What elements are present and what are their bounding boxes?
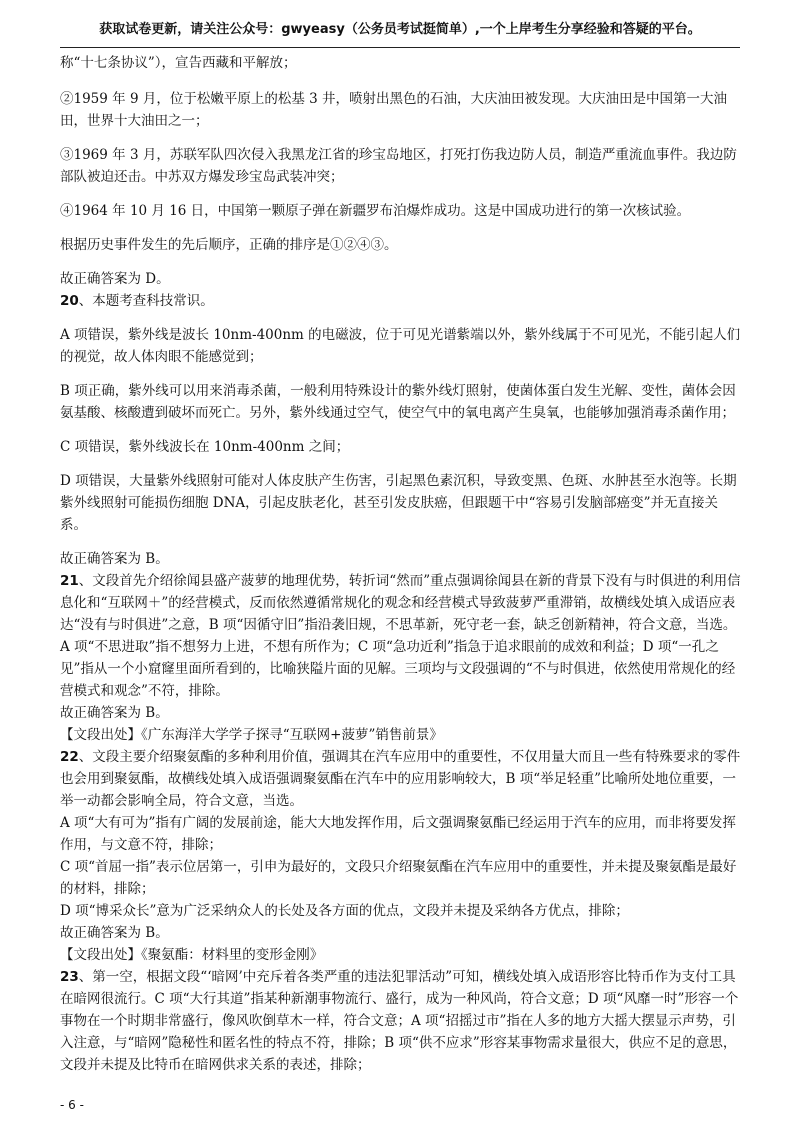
q21-body xyxy=(60,570,744,636)
q19-answer: 故正确答案为 D。 xyxy=(60,271,170,287)
q23-text: 、第一空，根据文段“‘暗网’中充斥着各类严重的违法犯罪活动”可知，横线处填入成语形容比特币作为支付工具在暗网很流行。C 项“大行其道”指某种新潮事物流行、盛行，成为一种风尚，符合文意；D 项“风靡一时”形容一个事物在一个时期非常盛行，像风吹倒草木一样，符合文意；A 项“招摇过市”指在人多的地方大摇大摆显示声势，引入注意，与“暗网”隐秘性和匿名性的特点不符，排除；B 项“供不应求”形容某事物需求量很大，供应不足的意思，文段并未提及比特币在暗网供求关系的表述，排除； xyxy=(60,969,739,1073)
q20-option-a: A 项错误，紫外线是波长 10nm-400nm 的电磁波，位于可见光谱紫端以外，紫外线属于不可见光，不能引起人们的视觉，故人体肉眼不能感觉到； xyxy=(60,327,741,365)
q22-option-c: C 项“首屈一指”表示位居第一，引申为最好的，文段只介绍聚氨酯在汽车应用中的重要性，并未提及聚氨酯是最好的材料，排除； xyxy=(60,859,737,897)
q21-number: 21 xyxy=(60,573,79,589)
page-number: - 6 - xyxy=(60,1098,84,1112)
q19-item-3: ③1969 年 3 月，苏联军队四次侵入我黑龙江省的珍宝岛地区，打死打伤我边防人员，制造严重流血事件。我边防部队被迫还击。中苏双方爆发珍宝岛武装冲突； xyxy=(60,147,737,185)
q22-answer: 故正确答案为 B。 xyxy=(60,925,169,941)
q19-order: 根据历史事件发生的先后顺序，正确的排序是①②④③。 xyxy=(60,237,398,253)
q22-option-d: D 项“博采众长”意为广泛采纳众人的长处及各方面的优点，文段并未提及采纳各方优点，排除； xyxy=(60,903,629,919)
q21-text: 、文段首先介绍徐闻县盛产菠萝的地理优势，转折词“然而”重点强调徐闻县在新的背景下没有与时俱进的利用信息化和“互联网＋”的经营模式，反而依然遵循常规化的观念和经营模式导致菠萝严重滞销，故横线处填入成语应表达“没有与时俱进”之意，B 项“因循守旧”指沿袭旧规，不思革新，死守老一套，缺乏创新精神，符合文意，当选。 xyxy=(60,573,741,633)
document-body xyxy=(60,52,744,1076)
q19-continuation: 称“十七条协议”），宣告西藏和平解放； xyxy=(60,55,297,71)
q22-source: 【文段出处】《聚氨酯：材料里的变形金刚》 xyxy=(60,947,324,963)
q20-answer: 故正确答案为 B。 xyxy=(60,551,169,567)
q20-option-b: B 项正确，紫外线可以用来消毒杀菌，一般利用特殊设计的紫外线灯照射，使菌体蛋白发生光解、变性，菌体会因氨基酸、核酸遭到破坏而死亡。另外，紫外线通过空气，使空气中的氧电离产生臭氧，也能够加强消毒杀菌作用； xyxy=(60,383,736,421)
q22-number: 22 xyxy=(60,749,79,765)
q23-body xyxy=(60,966,744,1076)
q19-item-4: ④1964 年 10 月 16 日，中国第一颗原子弹在新疆罗布泊爆炸成功。这是中国成功进行的第一次核试验。 xyxy=(60,203,691,219)
q21-other-options: A 项“不思进取”指不想努力上进，不想有所作为；C 项“急功近利”指急于追求眼前的成效和利益；D 项“一孔之见”指从一个小窟窿里面所看到的，比喻狭隘片面的见解。三项均与文段强调的“不与时俱进，依然使用常规化的经营模式和观念”不符，排除。 xyxy=(60,639,736,699)
q22-text: 、文段主要介绍聚氨酯的多种利用价值，强调其在汽车应用中的重要性，不仅用量大而且一些有特殊要求的零件也会用到聚氨酯，故横线处填入成语强调聚氨酯在汽车中的应用影响较大，B 项“举足轻重”比喻所处地位重要，一举一动都会影响全局，符合文意，当选。 xyxy=(60,749,741,809)
q19-item-2: ②1959 年 9 月，位于松嫩平原上的松基 3 井，喷射出黑色的石油，大庆油田被发现。大庆油田是中国第一大油田，世界十大油田之一； xyxy=(60,91,727,129)
q21-source: 【文段出处】《广东海洋大学学子探寻“互联网+菠萝”销售前景》 xyxy=(60,727,443,743)
q20-heading xyxy=(60,290,744,312)
q20-number: 20 xyxy=(60,293,79,309)
q20-intro: 、本题考查科技常识。 xyxy=(78,293,214,309)
header-text: 获取试卷更新，请关注公众号：gwyeasy（公务员考试挺简单）,一个上岸考生分享经验和答疑的平台。 xyxy=(99,22,701,37)
q22-body xyxy=(60,746,744,812)
q22-option-a: A 项“大有可为”指有广阔的发展前途，能大大地发挥作用，后文强调聚氨酯已经运用于汽车的应用，而非将要发挥作用，与文意不符，排除； xyxy=(60,815,736,853)
q20-option-c: C 项错误，紫外线波长在 10nm-400nm 之间； xyxy=(60,439,350,455)
page-header xyxy=(60,8,740,48)
q21-answer: 故正确答案为 B。 xyxy=(60,705,169,721)
q20-option-d: D 项错误，大量紫外线照射可能对人体皮肤产生伤害，引起黑色素沉积，导致变黑、色斑、水肿甚至水泡等。长期紫外线照射可能损伤细胞 DNA，引起皮肤老化，甚至引发皮肤癌，但跟题干中“容易引发脑部癌变”并无直接关系。 xyxy=(60,473,737,533)
q23-number: 23 xyxy=(60,969,79,985)
